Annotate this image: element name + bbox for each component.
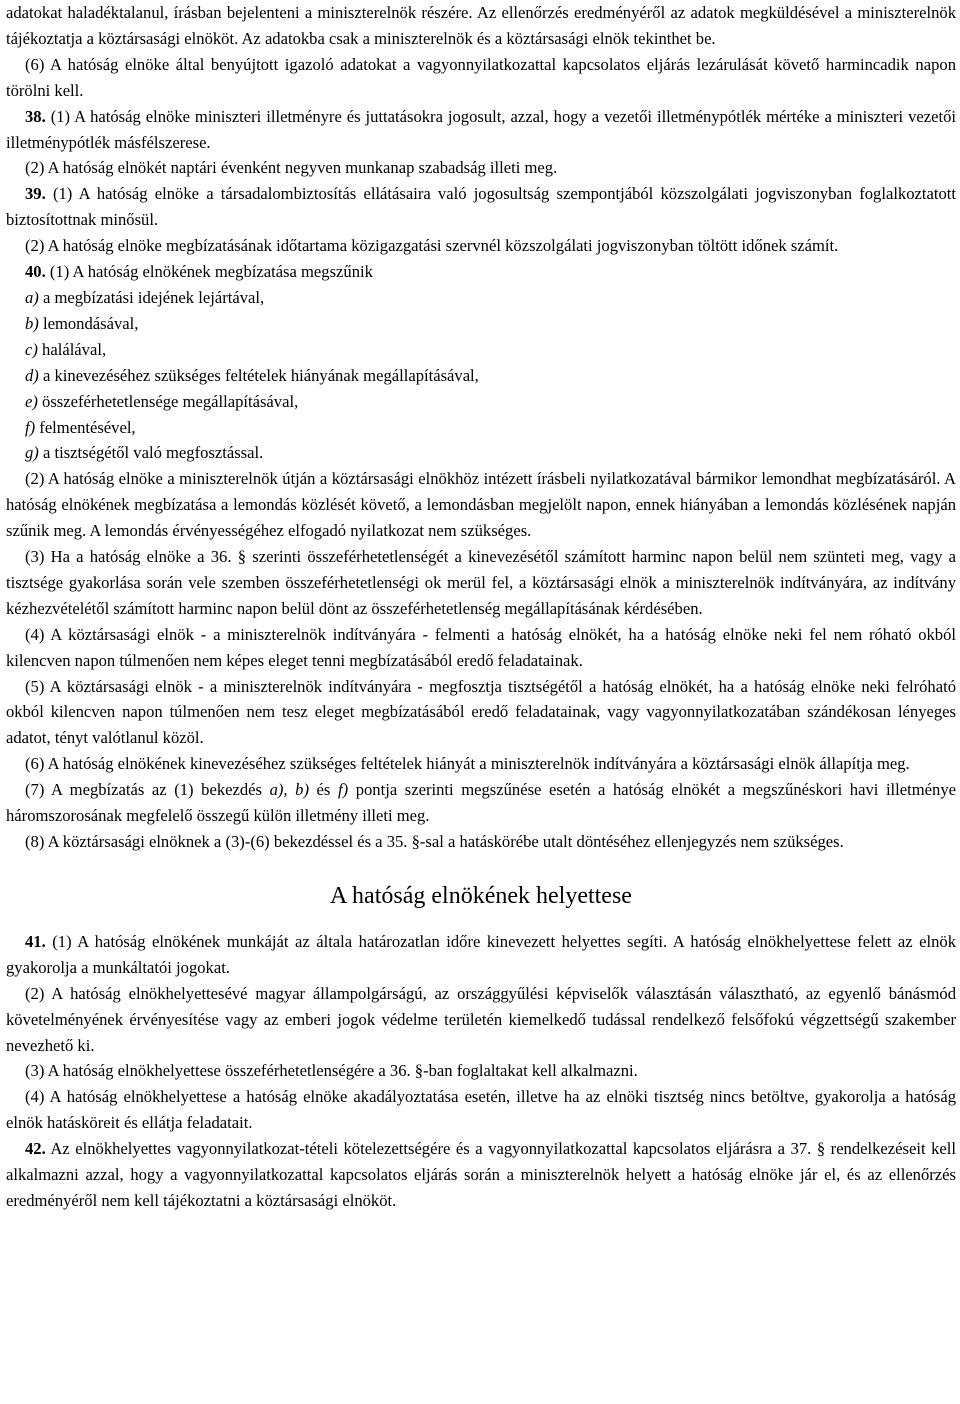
- section-41-paragraph-2: (2) A hatóság elnökhelyettesévé magyar állampolgárságú, az országgyűlési képviselők választásán választható, az egyenlő bánásmód követelményének érvényesítése vagy az emberi jogok védelme területén kiemelkedő tudással rendelkező felsőfokú végzettségű szakember nevezhető ki.: [6, 983, 956, 1055]
- section-40-paragraph-1: [6, 259, 956, 285]
- section-number: 41.: [25, 931, 46, 951]
- list-item: [6, 285, 956, 311]
- section-40-paragraph-2: (2) A hatóság elnöke a miniszterelnök útján a köztársasági elnökhöz intézett írásbeli nyilatkozatával bármikor lemondhat megbízatásáról. A hatóság elnökének megbízatása a lemondás közlését követő, a lemondásban megjelölt napon, ennek hiányában a lemondás közlésének napján szűnik meg. A lemondás érvényességéhez elfogadó nyilatkozat nem szükséges.: [6, 469, 956, 541]
- list-item: [6, 440, 956, 466]
- list-item-letter: c): [25, 339, 38, 359]
- list-item-letter: b): [25, 313, 39, 333]
- section-text: (1) A hatóság elnöke a társadalombiztosítás ellátásaira való jogosultság szempontjából közszolgálati jogviszonyban foglalkoztatott biztosítottnak minősül.: [6, 184, 956, 230]
- intro-continuation: adatokat haladéktalanul, írásban bejelenteni a miniszterelnök részére. Az ellenőrzés eredményéről az adatok megküldésével a miniszterelnök tájékoztatja a köztársasági elnököt. Az adatokba csak a miniszterelnök és a köztársasági elnök tekinthet be.: [6, 3, 956, 48]
- section-40-paragraph-7: [6, 777, 956, 829]
- list-item-letter: d): [25, 365, 39, 385]
- section-41-paragraph-3: (3) A hatóság elnökhelyettese összeférhetetlenségére a 36. §-ban foglaltakat kell alkalmazni.: [25, 1061, 638, 1081]
- section-38-paragraph-1: [6, 104, 956, 156]
- section-number: 39.: [25, 184, 46, 204]
- section-text: (1) A hatóság elnökének megbízatása megszűnik: [45, 262, 373, 282]
- paragraph-text: pontja szerinti megszűnése esetén a hatóság elnökét a megszűnéskori havi illetménye háromszorosának megfelelő összegű külön illetmény illeti meg.: [6, 780, 956, 826]
- list-item-text: halálával,: [37, 339, 107, 359]
- list-item: [6, 363, 956, 389]
- section-40-paragraph-6: (6) A hatóság elnökének kinevezéséhez szükséges feltételek hiányát a miniszterelnök indítványára a köztársasági elnök állapítja meg.: [25, 754, 910, 774]
- section-40-paragraph-8: (8) A köztársasági elnöknek a (3)-(6) bekezdéssel és a 35. §-sal a hatáskörébe utalt döntéséhez ellenjegyzés nem szükséges.: [25, 832, 844, 851]
- section-text: (1) A hatóság elnökének munkáját az általa határozatlan időre kinevezett helyettes segíti. A hatóság elnökhelyettese felett az elnök gyakorolja a munkáltatói jogokat.: [6, 931, 956, 977]
- section-41-paragraph-1: [6, 929, 956, 981]
- list-item-text: a tisztségétől való megfosztással.: [38, 443, 264, 463]
- paragraph-37-6: (6) A hatóság elnöke által benyújtott igazoló adatokat a vagyonnyilatkozattal kapcsolatos eljárás lezárulását követő harmincadik napon törölni kell.: [6, 54, 956, 100]
- list-item: [6, 311, 956, 337]
- list-item-letter: g): [25, 443, 39, 463]
- point-reference: f): [337, 780, 349, 800]
- section-39-paragraph-1: [6, 181, 956, 233]
- section-number: 38.: [25, 106, 46, 126]
- list-item-letter: a): [25, 287, 39, 307]
- section-text: Az elnökhelyettes vagyonnyilatkozat-tételi kötelezettségére és a vagyonnyilatkozattal kapcsolatos eljárásra a 37. § rendelkezéseit kell alkalmazni azzal, hogy a vagyonnyilatkozattal kapcsolatos eljárás során a miniszterelnök helyett a hatóság elnöke jár el, és az ellenőrzés eredményéről nem kell tájékoztatni a köztársasági elnököt.: [6, 1139, 956, 1210]
- section-38-paragraph-2: (2) A hatóság elnökét naptári évenként negyven munkanap szabadság illeti meg.: [25, 158, 558, 178]
- list-item: [6, 389, 956, 415]
- list-item-text: lemondásával,: [38, 313, 139, 333]
- section-40-paragraph-3: (3) Ha a hatóság elnöke a 36. § szerinti összeférhetetlenségét a kinevezésétől számított harminc napon belül nem szünteti meg, vagy a tisztsége gyakorlása során vele szemben összeférhetetlenségi ok merül fel, a köztársasági elnök a miniszterelnök indítványára, az indítvány kézhezvételétől számított harminc napon belül dönt az összeférhetetlenség megállapításának kérdésében.: [6, 547, 956, 618]
- list-item-text: felmentésével,: [35, 417, 136, 437]
- section-40-paragraph-4: (4) A köztársasági elnök - a miniszterelnök indítványára - felmenti a hatóság elnökét, ha a hatóság elnöke neki fel nem róható okból kilencven napon túlmenően nem képes eleget tenni megbízatásából eredő feladatainak.: [6, 624, 956, 670]
- list-item: [6, 415, 956, 441]
- section-41-paragraph-4: (4) A hatóság elnökhelyettese a hatóság elnöke akadályoztatása esetén, illetve ha az elnöki tisztség nincs betöltve, gyakorolja a hatóság elnök hatásköreit és ellátja feladatait.: [6, 1087, 956, 1133]
- paragraph-text: és: [308, 780, 338, 800]
- list-item-letter: e): [25, 391, 38, 411]
- chapter-heading: A hatóság elnökének helyettese: [330, 882, 632, 909]
- point-reference: a), b): [269, 780, 309, 800]
- paragraph-text: (7) A megbízatás az (1) bekezdés: [25, 780, 270, 800]
- list-item-text: a megbízatási idejének lejártával,: [38, 287, 265, 307]
- list-item-text: összeférhetetlensége megállapításával,: [37, 391, 299, 411]
- section-number: 40.: [25, 262, 46, 282]
- section-42-paragraph-1: [6, 1136, 956, 1214]
- list-item-text: a kinevezéséhez szükséges feltételek hiányának megállapításával,: [38, 365, 479, 385]
- section-39-paragraph-2: (2) A hatóság elnöke megbízatásának időtartama közigazgatási szervnél közszolgálati jogviszonyban töltött időnek számít.: [25, 236, 839, 256]
- list-item: [6, 337, 956, 363]
- section-40-paragraph-5: (5) A köztársasági elnök - a miniszterelnök indítványára - megfosztja tisztségétől a hatóság elnökét, ha a hatóság elnöke neki felróható okból kilencven napon túlmenően nem tesz eleget megbízatásából eredő feladatainak, vagy vagyonnyilatkozatában szándékosan lényeges adatot, tényt valótlanul közöl.: [6, 676, 956, 748]
- list-item-letter: f): [25, 417, 36, 437]
- section-text: (1) A hatóság elnöke miniszteri illetményre és juttatásokra jogosult, azzal, hogy a vezetői illetménypótlék mértéke a miniszteri vezetői illetménypótlék másfélszerese.: [6, 106, 956, 152]
- section-number: 42.: [25, 1139, 46, 1159]
